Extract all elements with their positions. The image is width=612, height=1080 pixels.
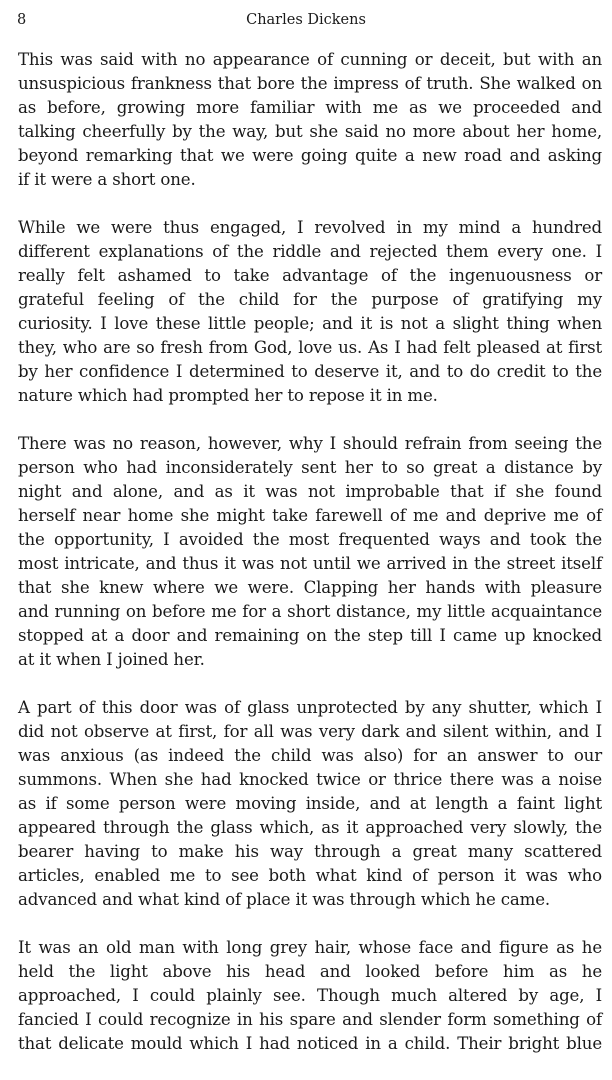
text-line: they, who are so fresh from God, love us. As I had felt pleased at first: [18, 338, 602, 357]
text-line: the opportunity, I avoided the most frequented ways and took the: [18, 530, 602, 549]
text-line: by her confidence I determined to deserve it, and to do credit to the: [18, 362, 602, 381]
text-line: There was no reason, however, why I should refrain from seeing the: [18, 434, 602, 453]
text-line: It was an old man with long grey hair, whose face and figure as he: [18, 938, 602, 957]
text-line: person who had inconsiderately sent her to so great a distance by: [18, 458, 602, 477]
body-text: [18, 48, 602, 1080]
text-line: fancied I could recognize in his spare and slender form something of: [18, 1010, 602, 1029]
text-line: talking cheerfully by the way, but she said no more about her home,: [18, 122, 602, 141]
paragraph: [18, 936, 602, 1056]
paragraph: [18, 48, 602, 192]
text-line: different explanations of the riddle and rejected them every one. I: [18, 242, 602, 261]
text-line: as before, growing more familiar with me as we proceeded and: [18, 98, 602, 117]
page-header: [0, 9, 612, 31]
text-line: While we were thus engaged, I revolved in my mind a hundred: [18, 218, 602, 237]
text-line: was anxious (as indeed the child was also) for an answer to our: [18, 746, 602, 765]
text-line: held the light above his head and looked before him as he: [18, 962, 602, 981]
text-line: This was said with no appearance of cunning or deceit, but with an: [18, 50, 602, 69]
paragraph: [18, 696, 602, 912]
text-line: A part of this door was of glass unprotected by any shutter, which I: [18, 698, 602, 717]
text-line: bearer having to make his way through a great many scattered: [18, 842, 602, 861]
running-head: Charles Dickens: [246, 12, 366, 28]
paragraph: [18, 216, 602, 408]
text-line: grateful feeling of the child for the purpose of gratifying my: [18, 290, 602, 309]
text-line: curiosity. I love these little people; and it is not a slight thing when: [18, 314, 602, 333]
text-line: stopped at a door and remaining on the step till I came up knocked: [18, 626, 602, 645]
text-line: that she knew where we were. Clapping her hands with pleasure: [18, 578, 602, 597]
text-line: as if some person were moving inside, and at length a faint light: [18, 794, 602, 813]
text-line: approached, I could plainly see. Though much altered by age, I: [18, 986, 602, 1005]
page-number: 8: [17, 12, 27, 28]
text-line: night and alone, and as it was not improbable that if she found: [18, 482, 602, 501]
text-line: unsuspicious frankness that bore the impress of truth. She walked on: [18, 74, 602, 93]
text-line: beyond remarking that we were going quite a new road and asking: [18, 146, 602, 165]
text-line: herself near home she might take farewell of me and deprive me of: [18, 506, 602, 525]
text-line: really felt ashamed to take advantage of the ingenuousness or: [18, 266, 602, 285]
text-line: that delicate mould which I had noticed in a child. Their bright blue: [18, 1034, 602, 1053]
text-line: articles, enabled me to see both what kind of person it was who: [18, 866, 602, 885]
text-line: nature which had prompted her to repose it in me.: [18, 386, 438, 405]
text-line: and running on before me for a short distance, my little acquaintance: [18, 602, 602, 621]
text-line: summons. When she had knocked twice or thrice there was a noise: [18, 770, 602, 789]
text-line: most intricate, and thus it was not until we arrived in the street itself: [18, 554, 602, 573]
text-line: advanced and what kind of place it was through which he came.: [18, 890, 551, 909]
text-line: at it when I joined her.: [18, 650, 205, 669]
paragraph: [18, 432, 602, 672]
text-line: appeared through the glass which, as it approached very slowly, the: [18, 818, 602, 837]
text-line: if it were a short one.: [18, 170, 196, 189]
text-line: did not observe at first, for all was very dark and silent within, and I: [18, 722, 602, 741]
